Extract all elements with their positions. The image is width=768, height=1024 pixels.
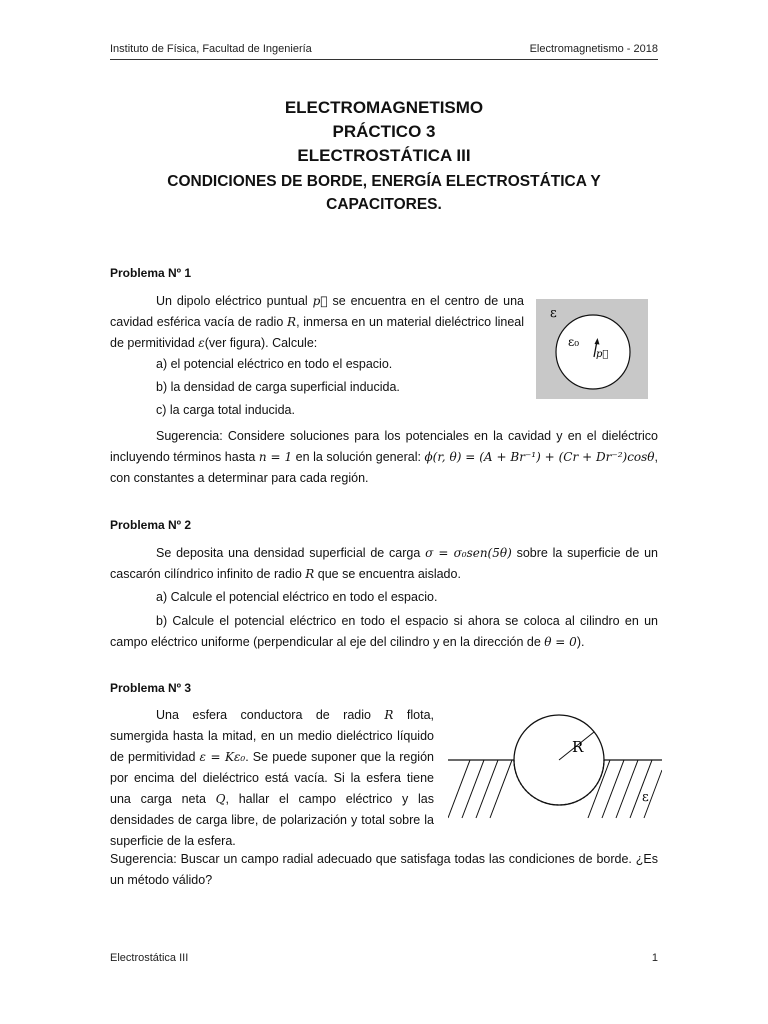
page-number: 1 — [651, 952, 658, 964]
problem-1-paragraph: Un dipolo eléctrico puntual p⃗ se encuentra en el centro de una cavidad esférica vacía de radio R, inmersa en un material dieléctrico lineal de permitividad ε(ver figura). Calcule: — [110, 294, 525, 350]
footer-left: Electrostática III — [110, 952, 189, 964]
spherical-cavity — [556, 315, 630, 389]
floating-sphere-figure — [448, 708, 662, 828]
header-right: Electromagnetismo - 2018 — [529, 43, 658, 55]
problem-2-statement: Se deposita una densidad superficial de carga σ = σ₀sen(5θ) sobre la superficie de un cascarón cilíndrico infinito de radio R que se encuentra aislado. — [110, 546, 659, 581]
problem-1-items — [110, 353, 524, 422]
problem-2-heading: Problema Nº 2 — [110, 518, 192, 532]
problem-1-statement — [110, 291, 524, 354]
figure-p-label: p⃗ — [596, 349, 609, 360]
problem-2-item-a: a) Calcule el potencial eléctrico en todo el espacio. — [156, 590, 438, 604]
problem-1-hint: Sugerencia: Considere soluciones para los potenciales en la cavidad y en el dieléctrico incluyendo términos hasta n = 1 en la solución general: ϕ(r, θ) = (A + Br⁻¹) + (Cr + Dr⁻²)cosθ, con constantes a determinar para cada región. — [110, 429, 659, 485]
title-line-3: ELECTROSTÁTICA III — [297, 146, 471, 165]
problem-3-hint: Sugerencia: Buscar un campo radial adecuado que satisfaga todas las condiciones de borde. ¿Es un método válido? — [110, 852, 658, 887]
problem-3-statement: Una esfera conductora de radio R flota, sumergida hasta la mitad, en un medio dieléctrico líquido de permitividad ε = Kε₀. Se puede suponer que la región por encima del dieléctrico está vacía. Si la esfera tiene una carga neta Q, hallar el campo eléctrico y las densidades de carga libre, de polarización y total sobre la superficie de la esfera. — [110, 708, 435, 848]
figure-radius-label: R — [572, 738, 584, 756]
problem-1-heading: Problema Nº 1 — [110, 266, 192, 280]
figure-eps-label: ε — [642, 790, 649, 805]
problem-2-items — [110, 587, 658, 653]
figure-eps-label: ε — [550, 306, 557, 321]
title-line-5: CAPACITORES. — [326, 196, 442, 213]
problem-2-item-b: b) Calcule el potencial eléctrico en todo el espacio si ahora se coloca al cilindro en un campo eléctrico uniforme (perpendicular al eje del cilindro y en la dirección de θ = 0). — [110, 614, 658, 649]
problem-1-item-c: c) la carga total inducida. — [156, 403, 295, 417]
header-left: Instituto de Física, Facultad de Ingeniería — [110, 43, 312, 55]
title-line-1: ELECTROMAGNETISMO — [284, 98, 484, 117]
header-rule — [110, 59, 658, 60]
problem-1-item-a: a) el potencial eléctrico en todo el espacio. — [156, 357, 393, 371]
title-line-2: PRÁCTICO 3 — [332, 122, 436, 141]
problem-3-heading: Problema Nº 3 — [110, 681, 192, 695]
title-line-4: CONDICIONES DE BORDE, ENERGÍA ELECTROSTÁTICA Y — [167, 173, 601, 190]
dipole-cavity-figure — [536, 299, 648, 399]
figure-eps0-label: ε₀ — [568, 335, 580, 349]
problem-1-item-b: b) la densidad de carga superficial inducida. — [156, 380, 400, 394]
